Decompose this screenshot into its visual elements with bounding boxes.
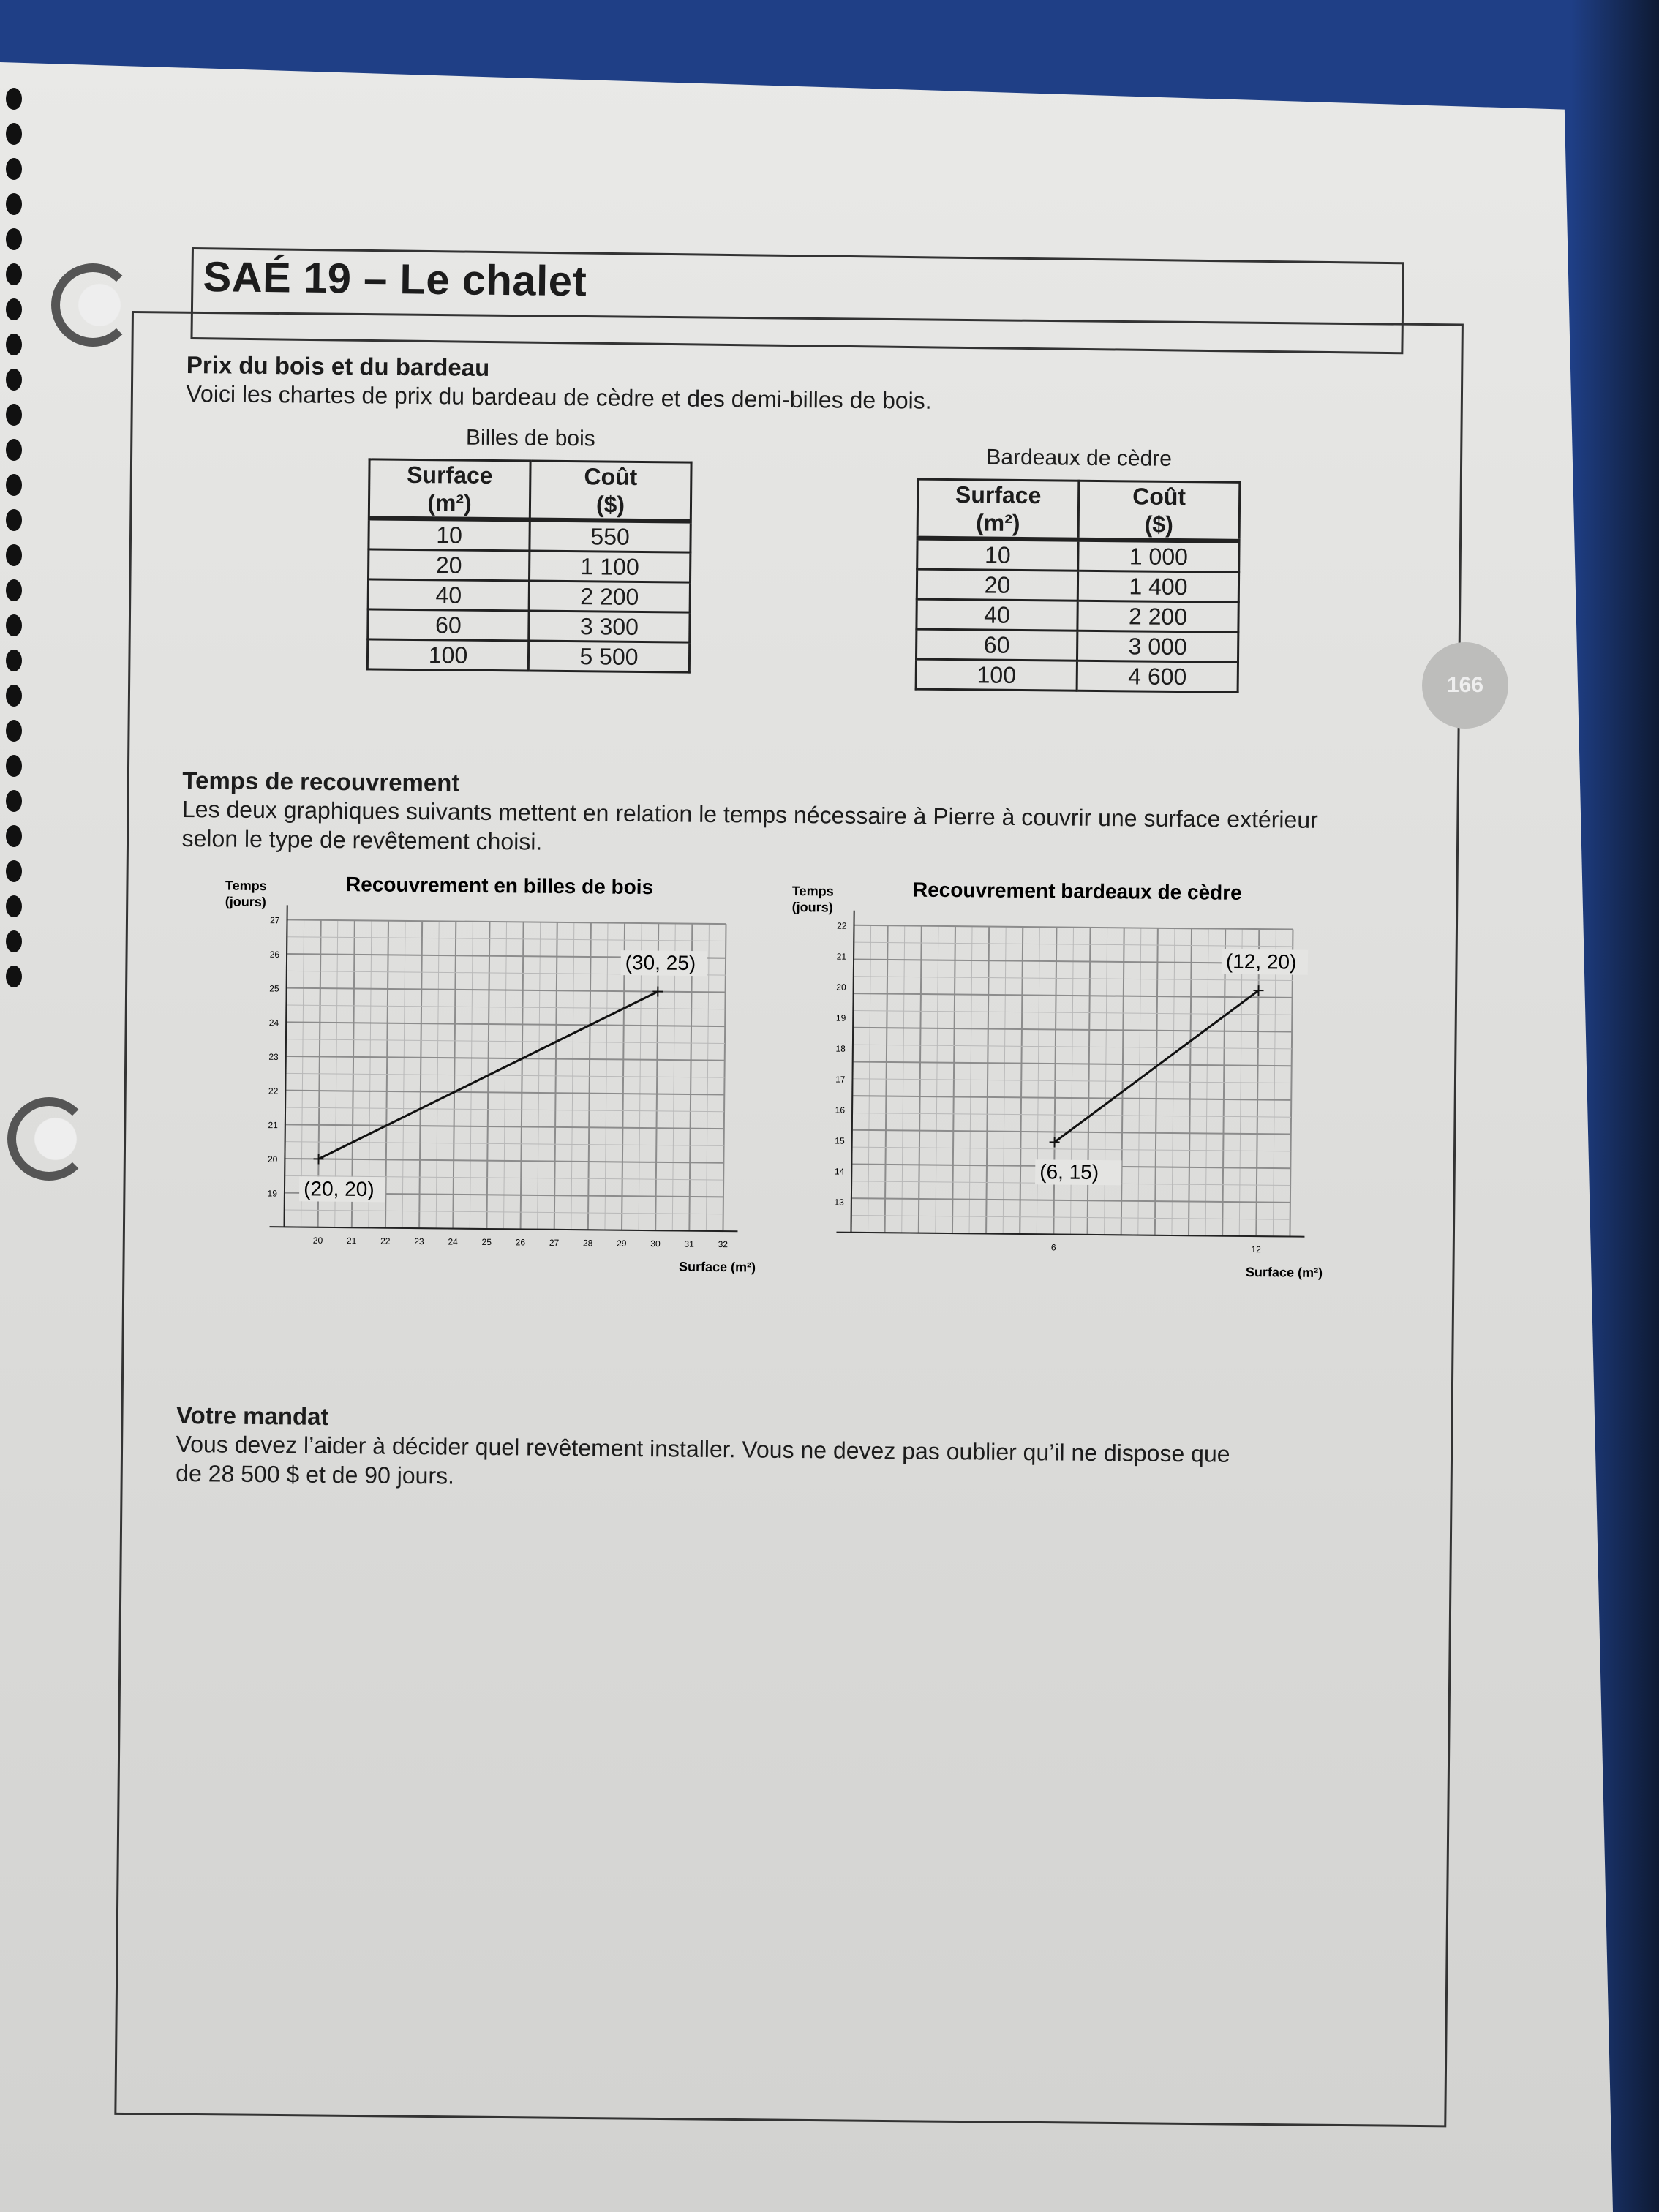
table-cell-surface: 20 (917, 569, 1077, 601)
table-cell-surface: 40 (368, 579, 529, 611)
y-axis-label: Temps (225, 878, 267, 894)
table-cell-surface: 60 (917, 629, 1077, 661)
table-cell-cout: 1 400 (1077, 571, 1238, 602)
table-cell-cout: 1 000 (1078, 540, 1239, 573)
y-tick-label: 21 (836, 951, 847, 962)
chart-title: Recouvrement bardeaux de cèdre (912, 878, 1242, 904)
time-intro-line1: Les deux graphiques suivants mettent en relation le temps nécessaire à Pierre à couvrir une surface extérieur (181, 795, 1318, 833)
y-tick-label: 25 (269, 983, 279, 994)
header-text: Surface (955, 481, 1042, 509)
binding-hole (6, 404, 22, 426)
table-cell-surface: 20 (369, 549, 530, 581)
x-tick-label: 31 (684, 1238, 694, 1249)
binding-hole (6, 755, 22, 777)
y-tick-label: 20 (836, 982, 846, 993)
x-axis-label: Surface (m²) (1245, 1264, 1323, 1280)
charts-area (177, 868, 1410, 1318)
time-heading: Temps de recouvrement (182, 766, 460, 797)
y-tick-label: 27 (270, 915, 280, 926)
mandate-line2: de 28 500 $ et de 90 jours. (176, 1459, 455, 1489)
binder-ring (7, 1097, 91, 1181)
x-axis-label: Surface (m²) (678, 1259, 756, 1275)
y-axis-unit: (jours) (225, 894, 266, 910)
binding-hole (6, 895, 22, 917)
table-header-surface (369, 459, 530, 520)
y-tick-label: 23 (268, 1051, 279, 1062)
binding-hole (6, 88, 22, 110)
table-header-cout (1078, 481, 1240, 541)
binding-hole (6, 123, 22, 145)
binding-hole (6, 509, 22, 531)
x-tick-label: 22 (380, 1235, 391, 1246)
y-tick-label: 14 (834, 1166, 845, 1177)
x-tick-label: 20 (312, 1235, 323, 1246)
table-cell-surface: 10 (369, 518, 530, 551)
header-unit: ($) (1144, 511, 1174, 538)
table-cell-surface: 10 (917, 538, 1078, 571)
y-tick-label: 19 (267, 1188, 278, 1199)
worksheet-content (176, 351, 1415, 1500)
table-row (917, 569, 1238, 602)
chart-billes (222, 868, 796, 1283)
binding-hole (6, 930, 22, 952)
header-text: Surface (407, 461, 493, 489)
table-bardeaux (915, 478, 1241, 693)
binding-hole (6, 298, 22, 320)
y-axis-label: Temps (791, 883, 834, 899)
point-annotation: (20, 20) (304, 1177, 375, 1201)
binding-hole (6, 614, 22, 636)
table-cell-cout: 1 100 (530, 551, 691, 582)
table-billes (366, 458, 693, 673)
table-header-cout (530, 461, 691, 522)
header-unit: (m²) (427, 489, 472, 516)
table-cell-cout: 3 300 (529, 611, 690, 642)
table-row (369, 549, 691, 582)
header-text: Coût (584, 463, 638, 490)
point-annotation: (12, 20) (1225, 949, 1297, 974)
table-row (367, 639, 689, 672)
x-tick-label: 32 (718, 1239, 729, 1250)
y-axis-unit: (jours) (791, 899, 833, 915)
chart-title: Recouvrement en billes de bois (345, 873, 654, 899)
y-tick-label: 20 (267, 1154, 278, 1165)
y-tick-label: 19 (835, 1012, 846, 1023)
table-row (917, 538, 1239, 573)
table-billes-block (366, 424, 693, 673)
point-annotation: (6, 15) (1039, 1160, 1099, 1184)
table-cell-surface: 60 (368, 609, 529, 641)
price-tables (183, 423, 1415, 749)
y-axis (285, 905, 287, 1227)
table-bardeaux-block (915, 445, 1241, 693)
header-unit: (m²) (975, 509, 1020, 536)
header-text: Coût (1132, 483, 1186, 511)
y-tick-label: 22 (268, 1086, 279, 1096)
table-cell-surface: 100 (916, 659, 1077, 691)
table-row (917, 629, 1238, 662)
binder-ring (51, 263, 135, 347)
y-tick-label: 15 (835, 1135, 845, 1146)
table-cell-cout: 3 000 (1077, 631, 1238, 662)
x-tick-label: 29 (617, 1238, 627, 1249)
y-tick-label: 13 (834, 1197, 844, 1208)
binding-hole (6, 158, 22, 180)
table-cell-cout: 2 200 (1077, 601, 1238, 632)
table-cell-cout: 5 500 (528, 641, 689, 672)
table-cell-cout: 2 200 (529, 581, 690, 612)
table-billes-caption: Billes de bois (465, 425, 595, 451)
table-row (368, 579, 690, 612)
y-tick-label: 22 (837, 920, 847, 931)
x-tick-label: 6 (1050, 1242, 1056, 1253)
y-axis (851, 911, 854, 1233)
x-tick-label: 24 (448, 1236, 458, 1247)
y-tick-label: 16 (835, 1105, 846, 1116)
page-title: SAÉ 19 – Le chalet (203, 252, 587, 306)
table-cell-cout: 4 600 (1077, 661, 1238, 692)
binding-hole (6, 685, 22, 707)
x-tick-label: 23 (414, 1236, 424, 1247)
mandate-line1: Vous devez l’aider à décider quel revêtement installer. Vous ne devez pas oublier qu’il ne dispose que (176, 1430, 1230, 1467)
binding-hole (6, 439, 22, 461)
binding-hole (6, 790, 22, 812)
x-tick-label: 12 (1251, 1244, 1261, 1255)
table-cell-cout: 550 (530, 520, 691, 553)
binding-hole (6, 474, 22, 496)
y-tick-label: 26 (269, 949, 280, 960)
binding-hole (6, 650, 22, 672)
binding-hole (6, 263, 22, 285)
y-tick-label: 21 (268, 1120, 278, 1131)
chart-bardeaux (789, 873, 1363, 1288)
binding-hole (6, 544, 22, 566)
header-unit: ($) (595, 491, 625, 518)
x-tick-label: 30 (650, 1238, 661, 1249)
table-bardeaux-caption: Bardeaux de cèdre (986, 445, 1173, 471)
mandate-heading: Votre mandat (176, 1401, 329, 1430)
price-intro: Voici les chartes de prix du bardeau de cèdre et des demi-billes de bois. (186, 380, 932, 414)
binding-hole (6, 860, 22, 882)
x-tick-label: 27 (549, 1237, 560, 1248)
x-tick-label: 28 (582, 1238, 593, 1249)
table-row (916, 659, 1238, 692)
price-heading: Prix du bois et du bardeau (186, 351, 490, 381)
table-header-surface (917, 479, 1079, 540)
binding-hole (6, 966, 22, 988)
page-number-badge: 166 (1422, 642, 1508, 729)
binding-hole (6, 720, 22, 742)
table-row (368, 609, 690, 642)
table-row (917, 599, 1238, 632)
table-row (369, 518, 691, 552)
binding-hole (6, 825, 22, 847)
table-cell-surface: 40 (917, 599, 1077, 631)
binding-hole (6, 228, 22, 250)
x-tick-label: 25 (481, 1236, 492, 1248)
point-annotation: (30, 25) (625, 951, 696, 975)
time-intro-line2: selon le type de revêtement choisi. (181, 824, 543, 855)
y-tick-label: 17 (835, 1074, 846, 1085)
binding-hole (6, 334, 22, 356)
binding-hole (6, 193, 22, 215)
table-cell-surface: 100 (367, 639, 528, 671)
binding-hole (6, 369, 22, 391)
y-tick-label: 24 (268, 1017, 279, 1028)
x-tick-label: 21 (346, 1235, 357, 1246)
x-tick-label: 26 (515, 1237, 526, 1248)
y-tick-label: 18 (835, 1043, 846, 1054)
binding-hole (6, 579, 22, 601)
